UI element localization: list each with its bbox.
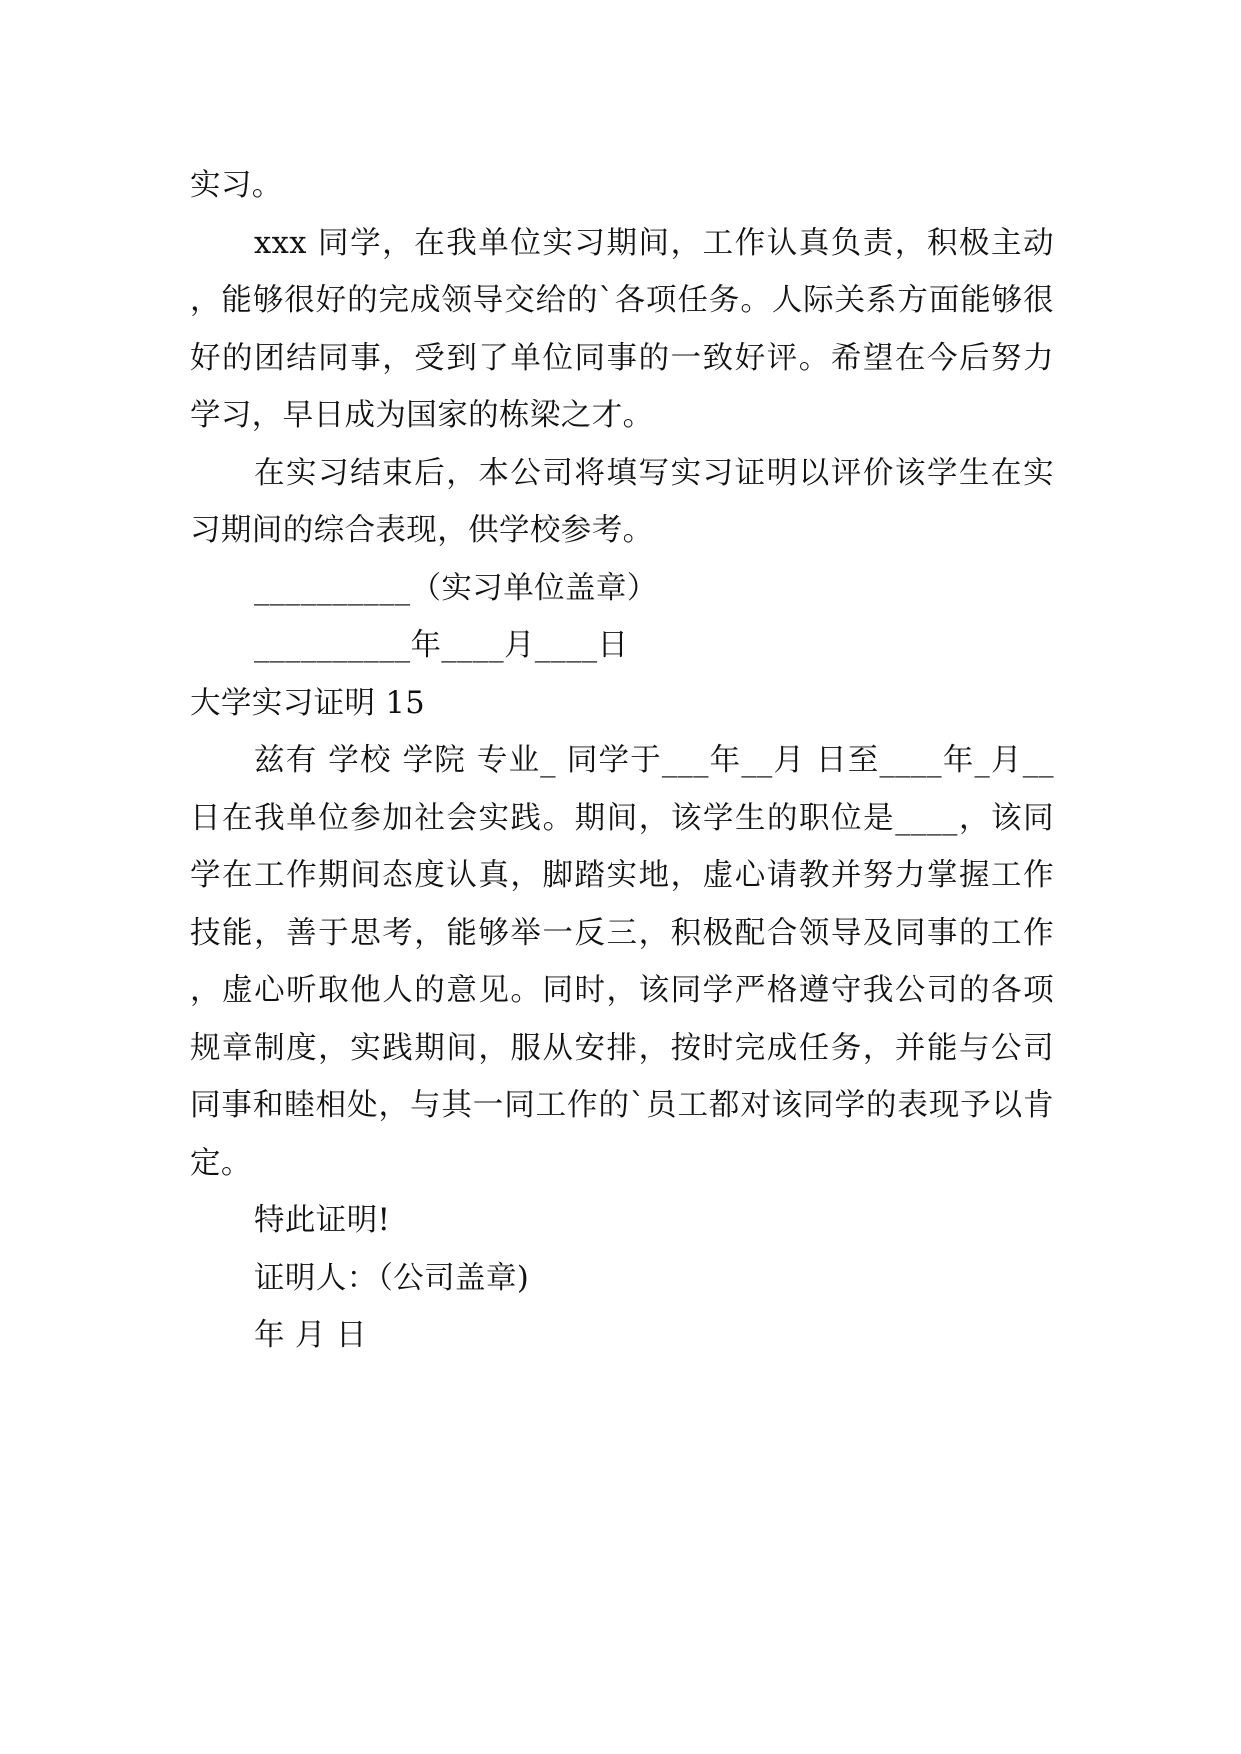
continuation-tail-line: 实习。 bbox=[190, 168, 283, 203]
continuation-date-line: __________年____月____日 bbox=[254, 628, 629, 663]
certifier-line: 证明人：（公司盖章) bbox=[254, 1260, 530, 1296]
continuation-paragraph-2: 在实习结束后，本公司将填写实习证明以评价该学生在实习期间的综合表现，供学校参考。 bbox=[190, 455, 1054, 548]
seal-line: __________（实习单位盖章） bbox=[254, 570, 658, 606]
certificate-date-line: 年 月 日 bbox=[254, 1318, 367, 1353]
certificate-body-paragraph: 兹有 学校 学院 专业_ 同学于___年__月 日至____年_月__日在我单位参加社会实践。期间，该学生的职位是____，该同学在工作期间态度认真，脚踏实地，虚心请教并努力掌握工作技能，善于思考，能够举一反三，积极配合领导及同事的工作，虚心听取他人的意见。同时，该同学严格遵守我公司的各项规章制度，实践期间，服从安排，按时完成任务，并能与公司同事和睦相处，与其一同工作的`员工都对该同学的表现予以肯定。 bbox=[190, 743, 1054, 1181]
certificate-closing: 特此证明! bbox=[254, 1203, 391, 1238]
certificate-title: 大学实习证明 15 bbox=[190, 685, 426, 721]
continuation-paragraph-1: xxx 同学，在我单位实习期间，工作认真负责，积极主动，能够很好的完成领导交给的`各项任务。人际关系方面能够很好的团结同事，受到了单位同事的一致好评。希望在今后努力学习，早日成为国家的栋梁之才。 bbox=[190, 225, 1054, 433]
document-body bbox=[190, 157, 1054, 1365]
